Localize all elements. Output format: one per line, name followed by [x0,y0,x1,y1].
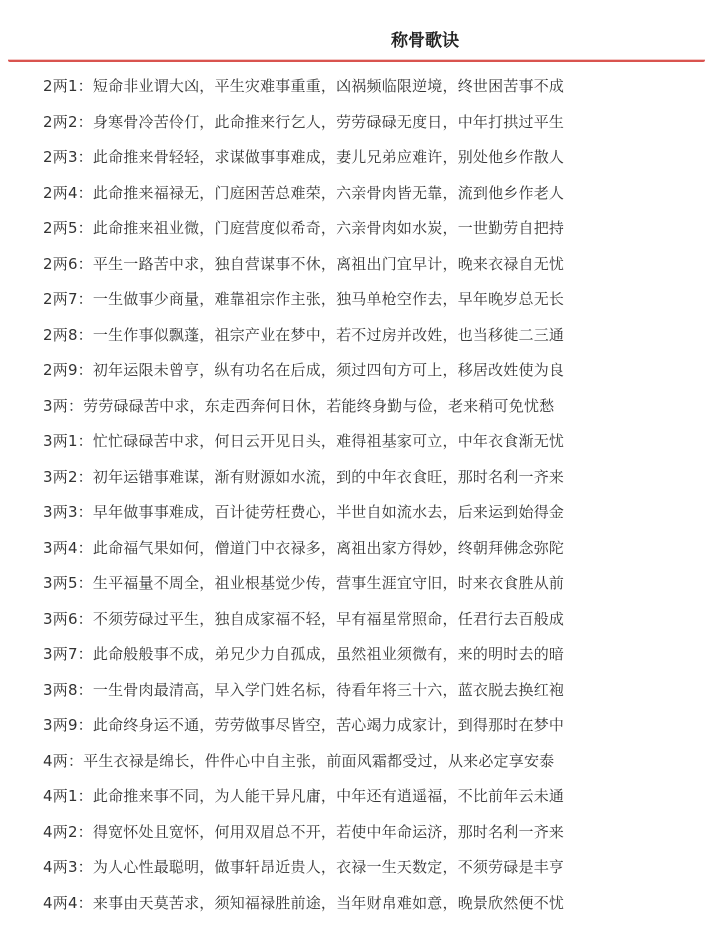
list-item: 3两7：此命般般事不成，弟兄少力自孤成，虽然祖业须微有，来的明时去的暗 [43,641,564,677]
list-item: 2两7：一生做事少商量，难靠祖宗作主张，独马单枪空作去，早年晚岁总无长 [43,286,564,322]
list-item: 3两8：一生骨肉最清高，早入学门姓名标，待看年将三十六，蓝衣脱去换红袍 [43,677,564,713]
list-item: 3两3：早年做事事难成，百计徒劳枉费心，半世自如流水去，后来运到始得金 [43,499,564,535]
list-item: 3两2：初年运错事难谋，渐有财源如水流，到的中年衣食旺，那时名利一齐来 [43,464,564,500]
list-item: 3两4：此命福气果如何，僧道门中衣禄多，离祖出家方得妙，终朝拜佛念弥陀 [43,535,564,571]
list-item: 3两5：生平福量不周全，祖业根基觉少传，营事生涯宜守旧，时来衣食胜从前 [43,570,564,606]
list-item: 2两6：平生一路苦中求，独自营谋事不休，离祖出门宜早计，晚来衣禄自无忧 [43,251,564,287]
list-item: 2两4：此命推来福禄无，门庭困苦总难荣，六亲骨肉皆无靠，流到他乡作老人 [43,180,564,216]
list-item: 4两2：得宽怀处且宽怀，何用双眉总不开，若使中年命运济，那时名利一齐来 [43,819,564,855]
verse-list [43,73,564,925]
list-item: 3两1：忙忙碌碌苦中求，何日云开见日头，难得祖基家可立，中年衣食渐无忧 [43,428,564,464]
title-divider [8,60,705,62]
list-item: 2两8：一生作事似飘蓬，祖宗产业在梦中，若不过房并改姓，也当移徙二三通 [43,322,564,358]
page-title: 称骨歌诀 [0,30,705,52]
list-item: 4两1：此命推来事不同，为人能干异凡庸，中年还有逍遥福，不比前年云未通 [43,783,564,819]
list-item: 4两：平生衣禄是绵长，件件心中自主张，前面风霜都受过，从来必定享安泰 [43,748,564,784]
list-item: 2两9：初年运限未曾亨，纵有功名在后成，须过四旬方可上，移居改姓使为良 [43,357,564,393]
list-item: 2两3：此命推来骨轻轻，求谋做事事难成，妻儿兄弟应难许，别处他乡作散人 [43,144,564,180]
list-item: 2两5：此命推来祖业微，门庭营度似希奇，六亲骨肉如水炭，一世勤劳自把持 [43,215,564,251]
list-item: 3两：劳劳碌碌苦中求，东走西奔何日休，若能终身勤与俭，老来稍可免忧愁 [43,393,564,429]
list-item: 4两3：为人心性最聪明，做事轩昂近贵人，衣禄一生天数定，不须劳碌是丰亨 [43,854,564,890]
list-item: 3两6：不须劳碌过平生，独自成家福不轻，早有福星常照命，任君行去百般成 [43,606,564,642]
list-item: 2两1：短命非业谓大凶，平生灾难事重重，凶祸频临限逆境，终世困苦事不成 [43,73,564,109]
list-item: 3两9：此命终身运不通，劳劳做事尽皆空，苦心竭力成家计，到得那时在梦中 [43,712,564,748]
list-item: 2两2：身寒骨冷苦伶仃，此命推来行乞人，劳劳碌碌无度日，中年打拱过平生 [43,109,564,145]
list-item: 4两4：来事由天莫苦求，须知福禄胜前途，当年财帛难如意，晚景欣然便不忧 [43,890,564,925]
